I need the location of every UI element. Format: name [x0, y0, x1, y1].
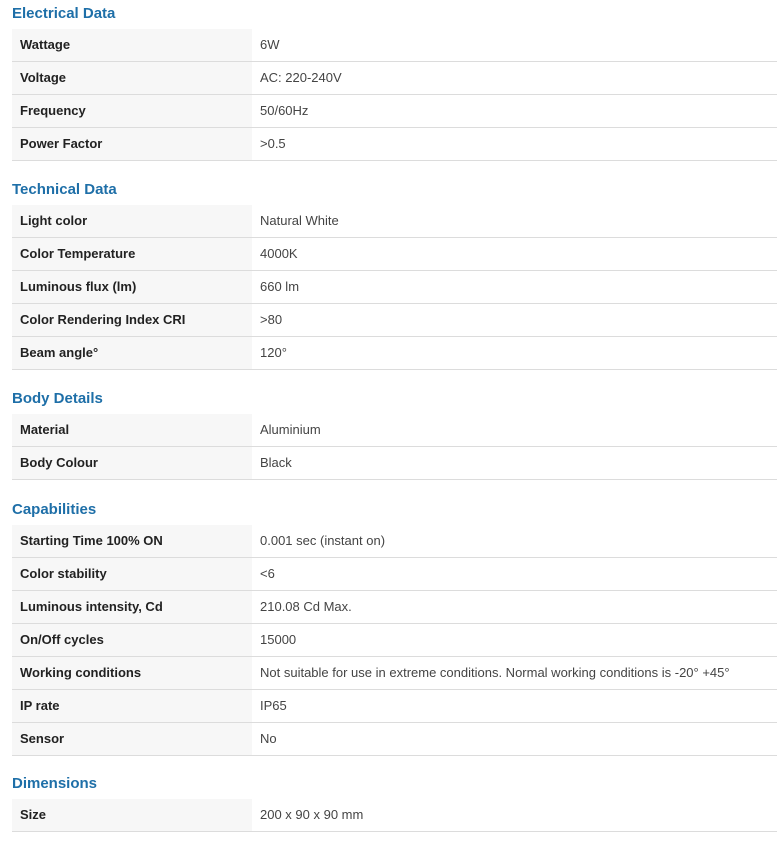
row-label: Beam angle°: [12, 337, 252, 370]
row-label: Light color: [12, 205, 252, 238]
table-row: [12, 447, 777, 480]
row-value: Black: [252, 447, 777, 480]
table-row: [12, 657, 777, 690]
spec-table: [12, 205, 777, 370]
table-row: [12, 690, 777, 723]
row-value: 210.08 Cd Max.: [252, 591, 777, 624]
row-label: Luminous flux (lm): [12, 271, 252, 304]
table-row: [12, 128, 777, 161]
table-row: [12, 414, 777, 447]
row-label: Voltage: [12, 62, 252, 95]
row-value: 15000: [252, 624, 777, 657]
spec-table: [12, 799, 777, 832]
row-label: Luminous intensity, Cd: [12, 591, 252, 624]
row-label: Color Temperature: [12, 238, 252, 271]
section-title: Body Details: [12, 390, 103, 407]
spec-table: [12, 414, 777, 480]
row-value: 200 x 90 x 90 mm: [252, 799, 777, 832]
section-title: Electrical Data: [12, 5, 116, 22]
row-value: IP65: [252, 690, 777, 723]
table-row: [12, 205, 777, 238]
row-label: On/Off cycles: [12, 624, 252, 657]
table-row: [12, 238, 777, 271]
row-value: >0.5: [252, 128, 777, 161]
table-row: [12, 95, 777, 128]
row-label: Frequency: [12, 95, 252, 128]
table-row: [12, 304, 777, 337]
row-value: AC: 220-240V: [252, 62, 777, 95]
table-row: [12, 591, 777, 624]
row-value: No: [252, 723, 777, 756]
row-value: >80: [252, 304, 777, 337]
spec-table: [12, 525, 777, 756]
row-label: Body Colour: [12, 447, 252, 480]
row-value: 120°: [252, 337, 777, 370]
section-title: Technical Data: [12, 181, 117, 198]
table-row: [12, 337, 777, 370]
row-label: Power Factor: [12, 128, 252, 161]
section-title: Capabilities: [12, 501, 97, 518]
row-value: 6W: [252, 29, 777, 62]
table-row: [12, 62, 777, 95]
section-title: Dimensions: [12, 775, 98, 792]
table-row: [12, 723, 777, 756]
row-value: 50/60Hz: [252, 95, 777, 128]
row-label: Starting Time 100% ON: [12, 525, 252, 558]
row-label: Material: [12, 414, 252, 447]
row-value: 660 lm: [252, 271, 777, 304]
table-row: [12, 271, 777, 304]
table-row: [12, 558, 777, 591]
table-row: [12, 29, 777, 62]
row-label: Color Rendering Index CRI: [12, 304, 252, 337]
row-label: Size: [12, 799, 252, 832]
table-row: [12, 525, 777, 558]
row-value: 4000K: [252, 238, 777, 271]
table-row: [12, 624, 777, 657]
row-value: <6: [252, 558, 777, 591]
row-value: Natural White: [252, 205, 777, 238]
row-value: 0.001 sec (instant on): [252, 525, 777, 558]
row-label: Color stability: [12, 558, 252, 591]
row-label: IP rate: [12, 690, 252, 723]
row-label: Sensor: [12, 723, 252, 756]
table-row: [12, 799, 777, 832]
row-label: Wattage: [12, 29, 252, 62]
row-label: Working conditions: [12, 657, 252, 690]
row-value: Aluminium: [252, 414, 777, 447]
row-value: Not suitable for use in extreme conditions. Normal working conditions is -20° +45°: [252, 657, 777, 690]
spec-table: [12, 29, 777, 161]
